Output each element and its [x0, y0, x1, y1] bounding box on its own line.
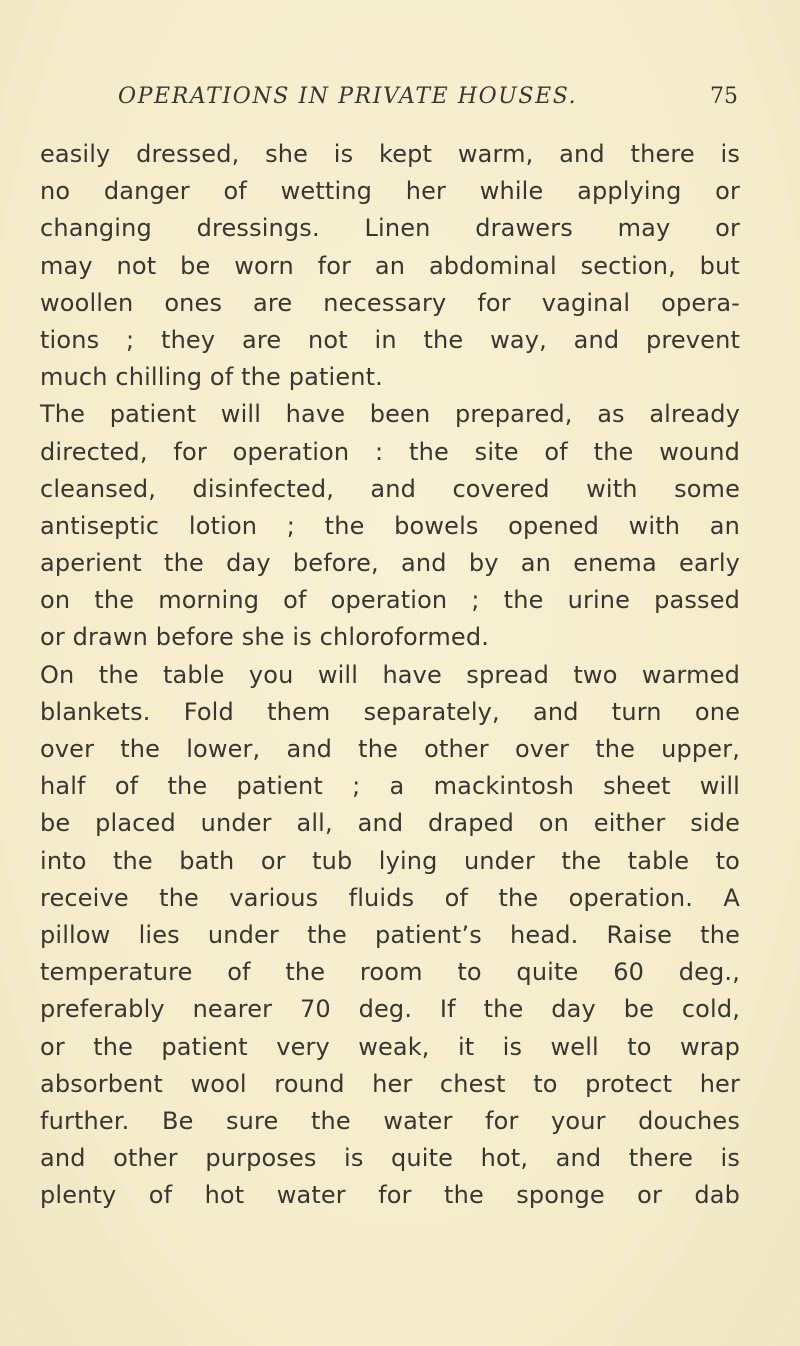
text-line-8: The patient will have been prepared, as already	[40, 400, 740, 429]
text-line-4: may not be worn for an abdominal section, but	[40, 251, 740, 280]
text-line-14: or drawn before she is chloroformed.	[40, 623, 490, 652]
body-text	[40, 136, 740, 1214]
text-line-1: easily dressed, she is kept warm, and there is	[40, 140, 740, 168]
text-line-15: On the table you will have spread two warmed	[40, 660, 740, 689]
text-line-3: changing dressings. Linen drawers may or	[40, 214, 740, 243]
text-line-25: or the patient very weak, it is well to wrap	[40, 1032, 740, 1061]
text-line-19: be placed under all, and draped on either side	[40, 809, 740, 838]
text-line-5: woollen ones are necessary for vaginal opera-	[40, 288, 740, 317]
running-title: OPERATIONS IN PRIVATE HOUSES.	[118, 84, 578, 109]
text-line-20: into the bath or tub lying under the table to	[40, 846, 740, 875]
text-line-27: further. Be sure the water for your douches	[40, 1106, 740, 1135]
text-line-10: cleansed, disinfected, and covered with some	[40, 474, 740, 503]
text-line-29: plenty of hot water for the sponge or dab	[40, 1181, 740, 1210]
text-line-26: absorbent wool round her chest to protect her	[40, 1069, 740, 1098]
text-line-6: tions ; they are not in the way, and prevent	[40, 325, 740, 354]
text-line-13: on the morning of operation ; the urine passed	[40, 586, 740, 615]
text-line-2: no danger of wetting her while applying or	[40, 177, 740, 206]
text-line-23: temperature of the room to quite 60 deg.,	[40, 958, 740, 987]
text-line-11: antiseptic lotion ; the bowels opened with an	[40, 511, 740, 540]
text-line-12: aperient the day before, and by an enema early	[40, 549, 740, 578]
text-line-7: much chilling of the patient.	[40, 363, 383, 392]
page-number: 75	[710, 84, 738, 109]
text-line-28: and other purposes is quite hot, and there is	[40, 1144, 740, 1173]
text-line-22: pillow lies under the patient’s head. Raise the	[40, 920, 740, 949]
text-line-24: preferably nearer 70 deg. If the day be cold,	[40, 995, 740, 1024]
text-line-21: receive the various fluids of the operation. A	[40, 883, 740, 912]
text-line-17: over the lower, and the other over the upper,	[40, 735, 740, 763]
text-line-16: blankets. Fold them separately, and turn one	[40, 697, 740, 726]
running-head	[118, 84, 738, 118]
text-line-18: half of the patient ; a mackintosh sheet will	[40, 772, 740, 801]
text-line-9: directed, for operation : the site of the wound	[40, 437, 740, 466]
